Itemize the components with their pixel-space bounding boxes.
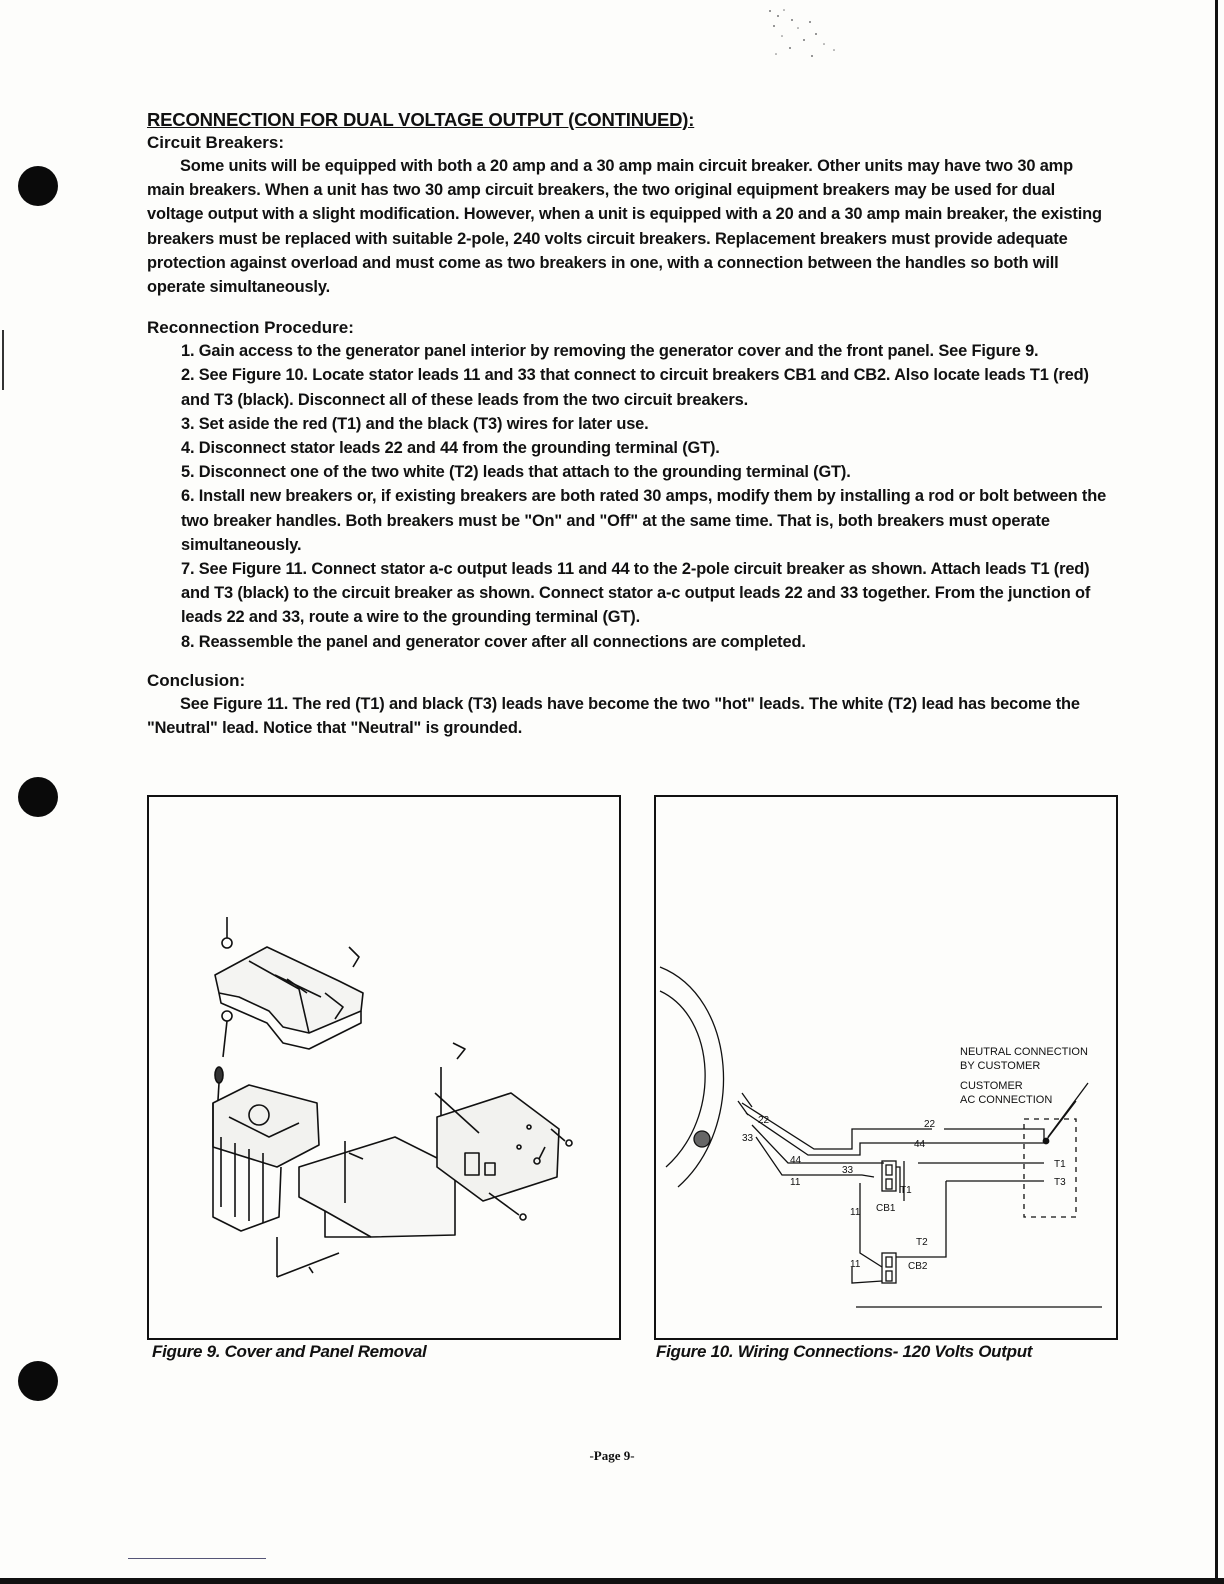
lead-11-cb2-label: 11: [850, 1259, 861, 1270]
figure-10-caption: Figure 10. Wiring Connections- 120 Volts Output: [656, 1342, 1033, 1361]
lead-44-label: 44: [914, 1139, 926, 1150]
procedure-step: 3. Set aside the red (T1) and the black (T3) wires for later use.: [181, 414, 649, 433]
figure-9-illustration: [149, 797, 619, 1338]
circuit-breakers-paragraph: Some units will be equipped with both a 20 amp and a 30 amp main circuit breaker. Other units may have two 30 amp main breakers. When a unit has two 30 amp circuit breakers, the two original equipment breakers may be used for dual voltage output with a slight modification. However, when a unit is equipped with a 20 and a 30 amp main breaker, the existing breakers must be replaced with suitable 2-pole, 240 volts circuit breakers. Replacement breakers must provide adequate protection against overload and must come as two breakers in one, with a connection between the handles so both will operate simultaneously.: [147, 157, 1102, 297]
scan-edge-left: [2, 330, 4, 390]
lead-33-label: 33: [842, 1165, 854, 1176]
procedure-step: 8. Reassemble the panel and generator cover after all connections are completed.: [181, 632, 806, 651]
lead-t1-cb-label: T1: [900, 1185, 912, 1196]
circuit-breakers-heading: Circuit Breakers:: [147, 133, 285, 152]
procedure-step: 2. See Figure 10. Locate stator leads 11 and 33 that connect to circuit breakers CB1 and CB2. Also locate leads T1 (red) and T3 (black). Disconnect all of these leads from the two circuit breakers.: [181, 366, 1089, 409]
procedure-steps: [147, 339, 1115, 654]
figure-10-wiring-diagram: [656, 797, 1116, 1338]
lead-44-stator-label: 44: [790, 1155, 802, 1166]
lead-22-label: 22: [924, 1119, 936, 1130]
lead-t2-label: T2: [916, 1237, 928, 1248]
scan-edge-right: [1215, 0, 1218, 1584]
scan-edge-bottom: [0, 1578, 1224, 1584]
procedure-step: 6. Install new breakers or, if existing breakers are both rated 30 amps, modify them by installing a rod or bolt between the two breaker handles. Both breakers must be "On" and "Off" at the same time. That is, both breakers must operate simultaneously.: [181, 487, 1107, 554]
neutral-connection-label-1: NEUTRAL CONNECTION: [960, 1046, 1088, 1058]
section-title: RECONNECTION FOR DUAL VOLTAGE OUTPUT (CONTINUED):: [147, 109, 695, 130]
customer-ac-label-2: AC CONNECTION: [960, 1094, 1053, 1106]
lead-11-cb1-label: 11: [850, 1207, 861, 1218]
neutral-connection-label-2: BY CUSTOMER: [960, 1060, 1041, 1072]
punch-hole-top: [18, 166, 58, 206]
scan-mark-bottom: [128, 1558, 266, 1559]
cb1-label: CB1: [876, 1203, 896, 1214]
procedure-step: 7. See Figure 11. Connect stator a-c output leads 11 and 44 to the 2-pole circuit breaker as shown. Attach leads T1 (red) and T3 (black) to the circuit breaker as shown. Connect stator a-c output leads 22 and 33 together. From the junction of leads 22 and 33, route a wire to the grounding terminal (GT).: [181, 560, 1091, 627]
ground-terminal-symbol: [694, 1131, 710, 1147]
figure-9-box: [147, 795, 621, 1340]
procedure-step: 5. Disconnect one of the two white (T2) leads that attach to the grounding terminal (GT).: [181, 463, 851, 482]
document-body: [147, 108, 1115, 740]
stator-outline-outer: [660, 967, 724, 1187]
punch-hole-middle: [18, 777, 58, 817]
conclusion-heading: Conclusion:: [147, 670, 246, 690]
scan-speckle: [764, 6, 854, 66]
lead-33-stator-label: 33: [742, 1133, 754, 1144]
cb2-label: CB2: [908, 1261, 928, 1272]
procedure-step: 1. Gain access to the generator panel interior by removing the generator cover and the front panel. See Figure 9.: [181, 342, 1039, 361]
procedure-heading: Reconnection Procedure:: [147, 318, 354, 338]
punch-hole-bottom: [18, 1361, 58, 1401]
customer-ac-label-1: CUSTOMER: [960, 1080, 1023, 1092]
neutral-junction: [1043, 1138, 1050, 1145]
lead-t3-label: T3: [1054, 1177, 1066, 1188]
figure-10-box: [654, 795, 1118, 1340]
lead-22-stator-label: 22: [758, 1115, 770, 1126]
page-number: -Page 9-: [589, 1448, 635, 1463]
procedure-step: 4. Disconnect stator leads 22 and 44 from the grounding terminal (GT).: [181, 439, 720, 458]
figure-9-caption: Figure 9. Cover and Panel Removal: [152, 1342, 427, 1361]
lead-11-stator-label: 11: [790, 1177, 801, 1188]
lead-t1-label: T1: [1054, 1159, 1066, 1170]
conclusion-paragraph: See Figure 11. The red (T1) and black (T3) leads have become the two "hot" leads. The white (T2) lead has become the "Neutral" lead. Notice that "Neutral" is grounded.: [147, 694, 1080, 738]
